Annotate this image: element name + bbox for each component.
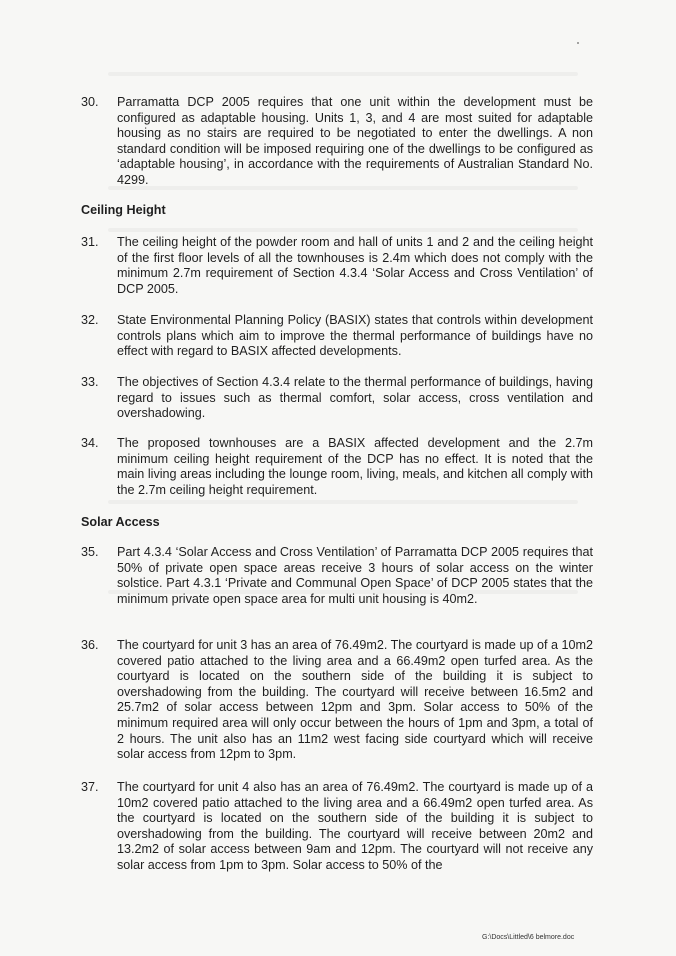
paragraph-number: 33. (81, 375, 99, 389)
paragraph-text: State Environmental Planning Policy (BASIX) states that controls within development controls plans which aim to improve the thermal performance of buildings have no effect with regard to BASIX affected developments. (117, 313, 593, 359)
paragraph-number: 36. (81, 638, 99, 652)
paragraph-number: 37. (81, 780, 99, 794)
paragraph-32 (81, 313, 593, 360)
document-path-footer: G:\Docs\Littled\6 belmore.doc (482, 934, 575, 941)
paragraph-33 (81, 375, 593, 422)
scan-speck (577, 42, 579, 44)
bleed-through-line (108, 228, 578, 232)
section-heading-ceiling-height: Ceiling Height (81, 203, 166, 217)
paragraph-31 (81, 235, 593, 297)
section-heading-solar-access: Solar Access (81, 515, 160, 529)
paragraph-number: 31. (81, 235, 99, 249)
paragraph-37 (81, 780, 593, 874)
paragraph-text: Part 4.3.4 ‘Solar Access and Cross Ventilation’ of Parramatta DCP 2005 requires that 50% of private open space areas receive 3 hours of solar access on the winter solstice. Part 4.3.1 ‘Private and Communal Open Space’ of DCP 2005 states that the minimum private open space area for multi unit housing is 40m2. (117, 545, 593, 606)
paragraph-number: 30. (81, 95, 99, 109)
bleed-through-line (108, 500, 578, 504)
paragraph-number: 34. (81, 436, 99, 450)
paragraph-text: The proposed townhouses are a BASIX affected development and the 2.7m minimum ceiling height requirement of the DCP has no effect. It is noted that the main living areas including the lounge room, living, meals, and kitchen all comply with the 2.7m ceiling height requirement. (117, 436, 593, 497)
paragraph-30 (81, 95, 593, 189)
paragraph-36 (81, 638, 593, 763)
paragraph-number: 32. (81, 313, 99, 327)
bleed-through-line (108, 72, 578, 76)
paragraph-number: 35. (81, 545, 99, 559)
paragraph-text: The ceiling height of the powder room and hall of units 1 and 2 and the ceiling height of the first floor levels of all the townhouses is 2.4m which does not comply with the minimum 2.7m requirement of Section 4.3.4 ‘Solar Access and Cross Ventilation’ of DCP 2005. (117, 235, 593, 296)
paragraph-text: The objectives of Section 4.3.4 relate to the thermal performance of buildings, having regard to issues such as thermal comfort, solar access, cross ventilation and overshadowing. (117, 375, 593, 421)
paragraph-34 (81, 436, 593, 498)
paragraph-text: The courtyard for unit 3 has an area of 76.49m2. The courtyard is made up of a 10m2 covered patio attached to the living area and a 66.49m2 open turfed area. As the courtyard is located on the southern side of the building it is subject to overshadowing from the building. The courtyard will receive between 16.5m2 and 25.7m2 of solar access between 12pm and 3pm. Solar access to 50% of the minimum required area will only occur between the hours of 1pm and 3pm, a total of 2 hours. The unit also has an 11m2 west facing side courtyard which will receive solar access from 12pm to 3pm. (117, 638, 593, 762)
paragraph-text: Parramatta DCP 2005 requires that one unit within the development must be configured as adaptable housing. Units 1, 3, and 4 are most suited for adaptable housing as no stairs are required to be negotiated to enter the dwellings. A non standard condition will be imposed requiring one of the dwellings to be configured as ‘adaptable housing’, in accordance with the requirements of Australian Standard No. 4299. (117, 95, 593, 187)
paragraph-35 (81, 545, 593, 607)
paragraph-text: The courtyard for unit 4 also has an area of 76.49m2. The courtyard is made up of a 10m2 covered patio attached to the living area and a 66.49m2 open turfed area. As the courtyard is located on the southern side of the building it is subject to overshadowing from the building. The courtyard will receive between 20m2 and 13.2m2 of solar access between 9am and 12pm. The courtyard will not receive any solar access from 1pm to 3pm. Solar access to 50% of the (117, 780, 593, 872)
